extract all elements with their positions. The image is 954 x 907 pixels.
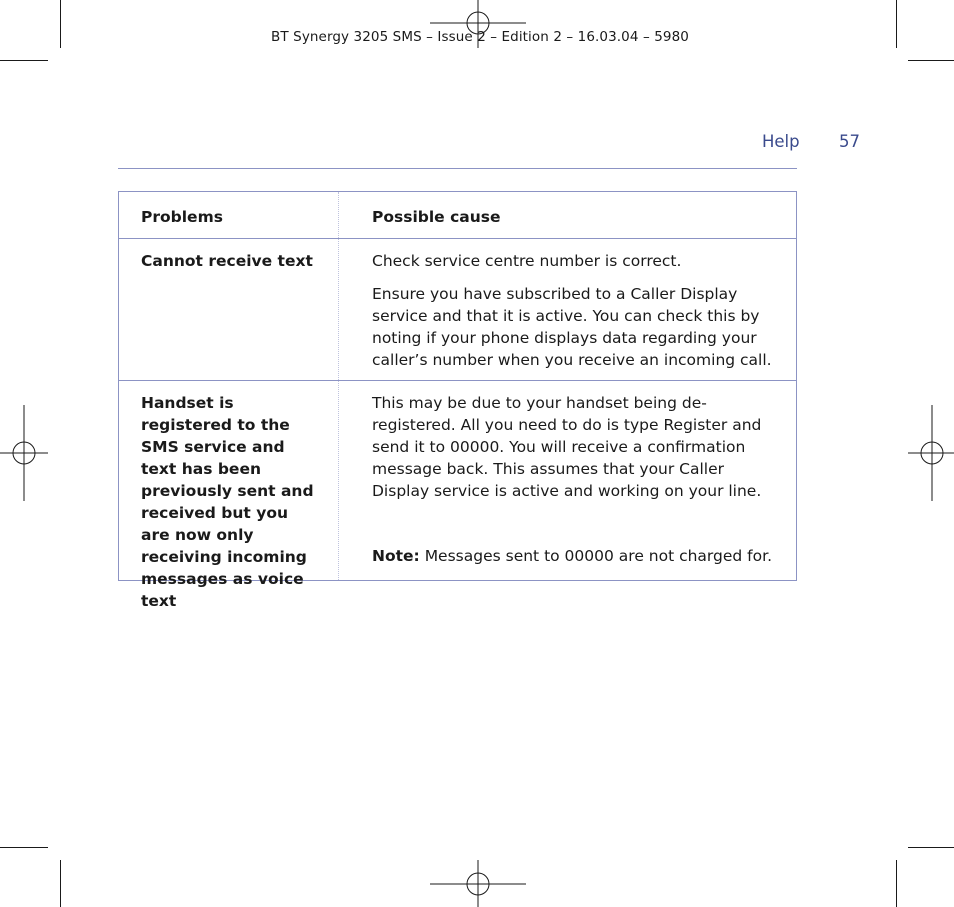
page-number: 57	[839, 132, 860, 151]
print-header: BT Synergy 3205 SMS – Issue 2 – Edition 2 – 16.03.04 – 5980	[271, 29, 689, 45]
cause-text: Ensure you have subscribed to a Caller Display service and that it is active. You can check this by noting if your phone displays data regarding your caller’s number when you receive an incoming call.	[372, 285, 772, 369]
crop-mark	[908, 60, 954, 61]
header-rule	[118, 168, 797, 169]
registration-mark-icon	[908, 405, 954, 501]
row-divider	[119, 238, 796, 239]
registration-mark-icon	[430, 860, 526, 907]
note-line	[372, 545, 784, 567]
note-label: Note:	[372, 547, 420, 565]
column-header-problems: Problems	[141, 208, 223, 226]
problem-cell: Handset is registered to the SMS service and text has been previously sent and received but you are now only receiving incoming messages as voice text	[141, 394, 314, 610]
crop-mark	[60, 860, 61, 907]
cause-cell	[372, 250, 784, 371]
row-divider	[119, 380, 796, 381]
crop-mark	[0, 847, 48, 848]
note-text: Messages sent to 00000 are not charged for.	[424, 547, 772, 565]
cause-text: Check service centre number is correct.	[372, 252, 682, 270]
crop-mark	[896, 860, 897, 907]
cause-cell	[372, 392, 784, 502]
crop-mark	[908, 847, 954, 848]
column-header-possible-cause: Possible cause	[372, 208, 501, 226]
crop-mark	[0, 60, 48, 61]
problem-cell: Cannot receive text	[141, 252, 313, 270]
troubleshooting-table	[118, 191, 797, 610]
cause-text: This may be due to your handset being de-registered. All you need to do is type Register and send it to 00000. You will receive a confirmation message back. This assumes that your Caller Display service is active and working on your line.	[372, 394, 762, 500]
registration-mark-icon	[0, 405, 48, 501]
section-label: Help	[762, 132, 800, 151]
